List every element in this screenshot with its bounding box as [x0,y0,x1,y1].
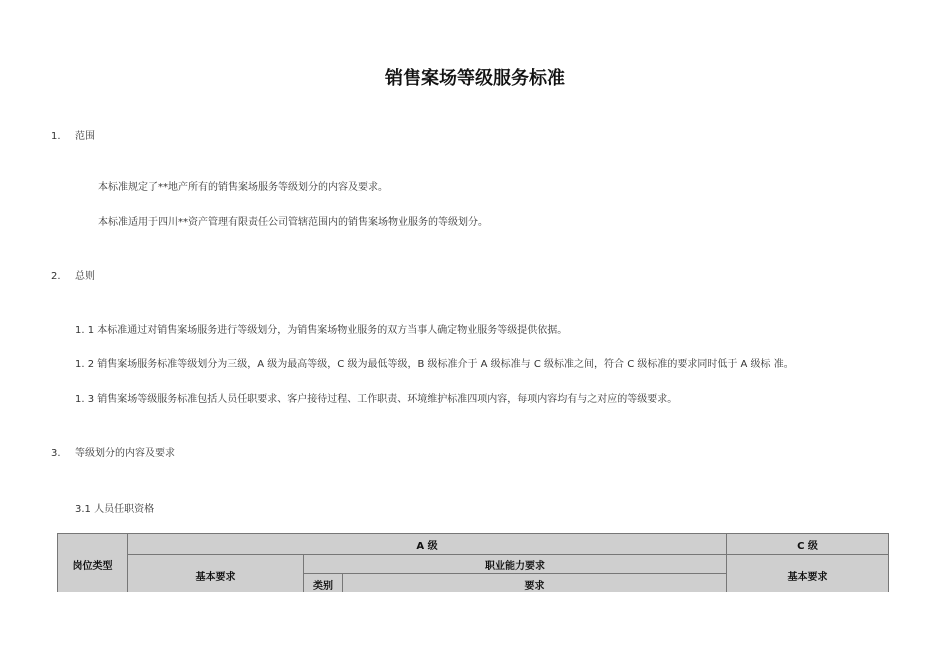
document-title: 销售案场等级服务标准 [385,68,565,89]
section-number: 3. [51,448,61,459]
section-number: 2. [51,271,61,282]
scope-paragraph-1: 本标准规定了**地产所有的销售案场服务等级划分的内容及要求。 [98,182,388,193]
header-post-type: 岗位类型 [58,534,128,596]
qualification-table [57,533,889,596]
header-grade-c: C 级 [727,534,889,555]
section-label: 范围 [75,131,95,142]
page-bottom-clip [0,592,950,672]
section-label: 等级划分的内容及要求 [75,448,175,459]
general-paragraph-2: 1. 2 销售案场服务标准等级划分为三级，A 级为最高等级，C 级为最低等级，B 级标准介于 A 级标准与 C 级标准之间，符合 C 级标准的要求同时低于 A 级标 准。 [75,359,794,370]
section-heading-general [51,267,95,282]
scope-paragraph-2: 本标准适用于四川**资产管理有限责任公司管辖范围内的销售案场物业服务的等级划分。 [98,217,488,228]
section-number: 1. [51,131,61,142]
header-category: 类别 [304,574,343,596]
section-heading-scope [51,127,95,142]
header-grade-a: A 级 [128,534,727,555]
header-requirement: 要求 [343,574,727,596]
header-basic-requirement-a: 基本要求 [128,555,304,596]
general-paragraph-3: 1. 3 销售案场等级服务标准包括人员任职要求、客户接待过程、工作职责、环境维护标准四项内容，每项内容均有与之对应的等级要求。 [75,394,678,405]
section-label: 总则 [75,271,95,282]
section-heading-grading [51,444,175,459]
header-competency-requirement: 职业能力要求 [304,555,727,574]
general-paragraph-1: 1. 1 本标准通过对销售案场服务进行等级划分，为销售案场物业服务的双方当事人确定物业服务等级提供依据。 [75,325,568,336]
header-basic-requirement-c: 基本要求 [727,555,889,596]
subsection-heading: 3.1 人员任职资格 [75,504,155,515]
